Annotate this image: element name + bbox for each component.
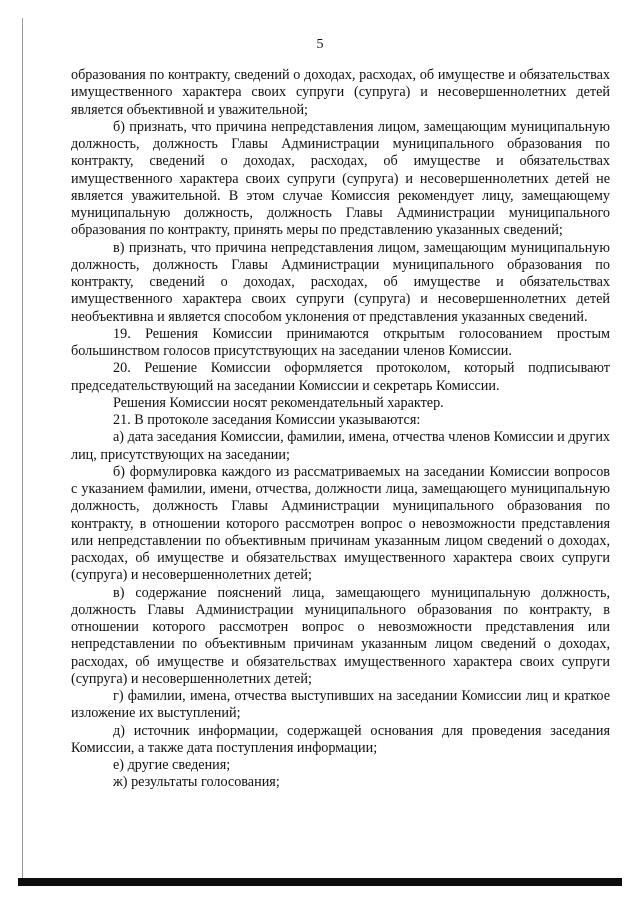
scan-border-bottom — [18, 878, 622, 886]
paragraph: а) дата заседания Комиссии, фамилии, имена, отчества членов Комиссии и других лиц, присутствующих на заседании; — [71, 429, 611, 463]
paragraph: г) фамилии, имена, отчества выступивших на заседании Комиссии лиц и краткое изложение их выступлений; — [71, 688, 610, 722]
paragraph: е) другие сведения; — [113, 757, 231, 773]
paragraph: б) формулировка каждого из рассматриваемых на заседании Комиссии вопросов с указанием фамилии, имени, отчества, должности лица, замещающего муниципальную должность, должность Главы Администрации муниципального образования по контракту, в отношении которого рассмотрен вопрос о невозможности представления или непредставлении по объективным причинам указанным лицом сведений о доходах, расходах, об имуществе и обязательствах имущественного характера своих супруги (супруга) и несовершеннолетних детей; — [71, 463, 610, 584]
paragraph: 21. В протоколе заседания Комиссии указываются: — [113, 412, 421, 428]
paragraph: образования по контракту, сведений о доходах, расходах, об имуществе и обязательствах имущественного характера своих супруги (супруга) и несовершеннолетних детей является объективной и уважительной; — [71, 67, 610, 118]
paragraph: б) признать, что причина непредставления лицом, замещающим муниципальную должность, должность Главы Администрации муниципального образования по контракту, сведений о доходах, расходах, об имуществе и обязательствах имущественного характера своих супруги (супруга) и несовершеннолетних детей не является уважительной. В этом случае Комиссия рекомендует лицу, замещающему муниципальную должность, должность Главы Администрации муниципального образования по контракту, принять меры по представлению указанных сведений; — [71, 118, 610, 239]
document-body — [71, 67, 610, 792]
paragraph: Решения Комиссии носят рекомендательный характер. — [113, 394, 444, 411]
paragraph: 19. Решения Комиссии принимаются открытым голосованием простым большинством голосов присутствующих на заседании членов Комиссии. — [71, 325, 610, 359]
page-number: 5 — [316, 37, 324, 52]
paragraph: ж) результаты голосования; — [113, 774, 280, 791]
paragraph: в) содержание пояснений лица, замещающего муниципальную должность, должность Главы Администрации муниципального образования по контракту, в отношении которого рассмотрен вопрос о невозможности представления или непредставлении по объективным причинам указанным лицом сведений о доходах, расходах, об имуществе и обязательствах имущественного характера своих супруги (супруга) и несовершеннолетних детей; — [71, 584, 610, 687]
paragraph: д) источник информации, содержащей основания для проведения заседания Комиссии, а также дата поступления информации; — [71, 722, 610, 756]
scan-border-left — [22, 18, 23, 880]
paragraph: в) признать, что причина непредставления лицом, замещающим муниципальную должность, должность Главы Администрации муниципального образования по контракту, сведений о доходах, расходах, об имуществе и обязательствах имущественного характера своих супруги (супруга) и несовершеннолетних детей необъективна и является способом уклонения от представления указанных сведений. — [71, 239, 610, 325]
paragraph: 20. Решение Комиссии оформляется протоколом, который подписывают председательствующий на заседании Комиссии и секретарь Комиссии. — [71, 360, 610, 394]
